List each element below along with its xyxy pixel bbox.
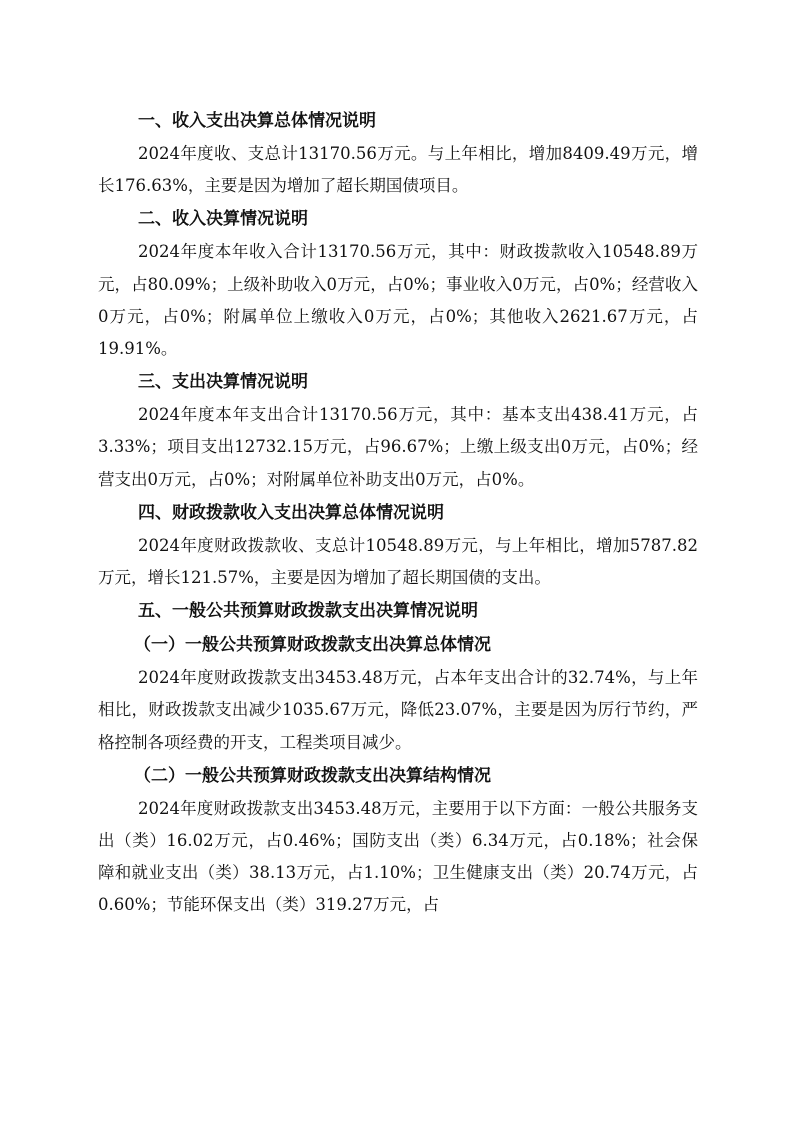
section-3-heading: 三、支出决算情况说明 — [138, 372, 308, 393]
subsection-5-2-heading: （二）一般公共预算财政拨款支出决算结构情况 — [134, 765, 491, 786]
document-content — [98, 104, 698, 922]
section-1-body: 2024年度收、支总计13170.56万元。与上年相比，增加8409.49万元，增长176.63%，主要是因为增加了超长期国债项目。 — [98, 144, 698, 196]
subsection-5-1-body: 2024年度财政拨款支出3453.48万元，占本年支出合计的32.74%，与上年相比，财政拨款支出减少1035.67万元，降低23.07%，主要是因为厉行节约，严格控制各项经费的开支，工程类项目减少。 — [98, 668, 698, 752]
section-1-heading: 一、收入支出决算总体情况说明 — [138, 111, 376, 131]
section-2-body: 2024年度本年收入合计13170.56万元，其中：财政拨款收入10548.89万元，占80.09%；上级补助收入0万元，占0%；事业收入0万元，占0%；经营收入0万元，占0%；附属单位上缴收入0万元，占0%；其他收入2621.67万元，占19.91%。 — [98, 242, 698, 359]
subsection-5-1-heading: （一）一般公共预算财政拨款支出决算总体情况 — [134, 635, 491, 656]
section-2-heading: 二、收入决算情况说明 — [138, 209, 308, 230]
section-3-body: 2024年度本年支出合计13170.56万元，其中：基本支出438.41万元，占3.33%；项目支出12732.15万元，占96.67%；上缴上级支出0万元，占0%；经营支出0万元，占0%；对附属单位补助支出0万元，占0%。 — [98, 405, 698, 489]
subsection-5-2-body: 2024年度财政拨款支出3453.48万元，主要用于以下方面：一般公共服务支出（类）16.02万元，占0.46%；国防支出（类）6.34万元，占0.18%；社会保障和就业支出（类）38.13万元，占1.10%；卫生健康支出（类）20.74万元，占0.60%；节能环保支出（类）319.27万元，占 — [98, 798, 698, 915]
section-4-heading: 四、财政拨款收入支出决算总体情况说明 — [138, 502, 444, 523]
section-5-heading: 五、一般公共预算财政拨款支出决算情况说明 — [138, 601, 478, 622]
section-4-body: 2024年度财政拨款收、支总计10548.89万元，与上年相比，增加5787.82万元，增长121.57%，主要是因为增加了超长期国债的支出。 — [98, 535, 698, 588]
